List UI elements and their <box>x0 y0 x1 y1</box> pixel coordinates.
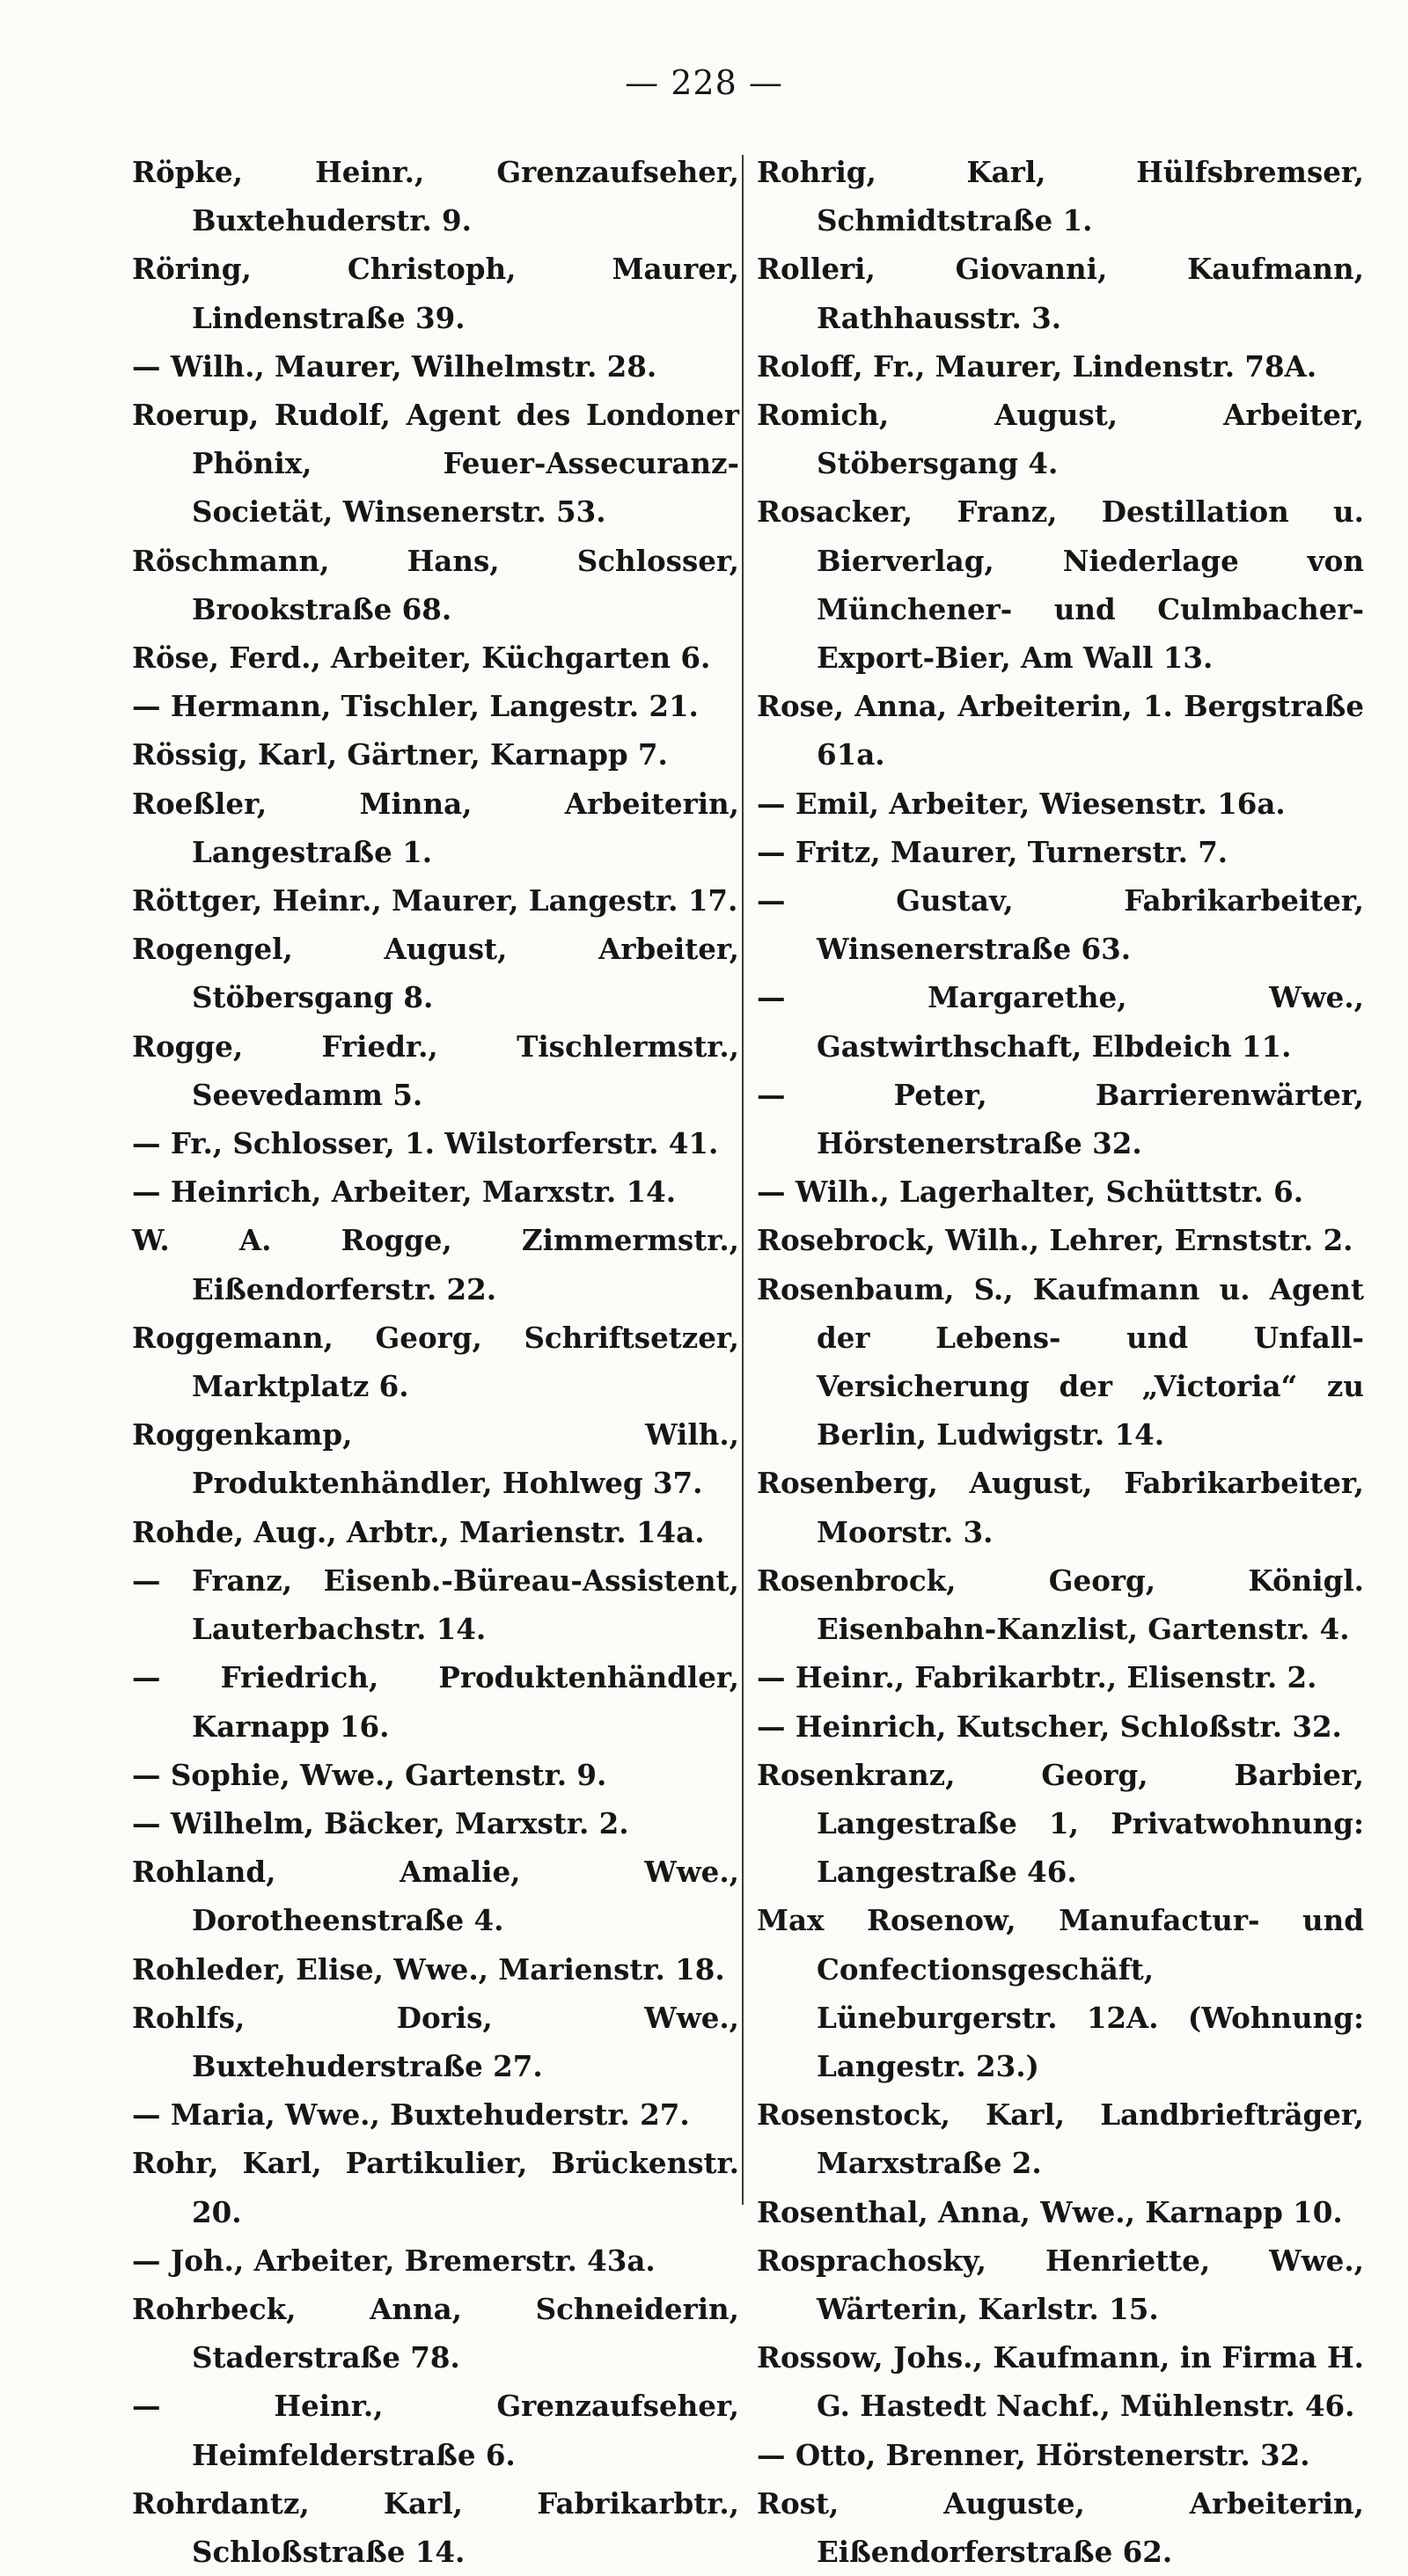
directory-entry: Rohleder, Elise, Wwe., Marienstr. 18. <box>132 1951 725 1987</box>
directory-entry: Rossow, Johs., Kaufmann, in Firma H. G. Hastedt Nachf., Mühlenstr. 46. <box>757 2340 1364 2424</box>
directory-entry: Rolleri, Giovanni, Kaufmann, Rathhausstr. 3. <box>757 252 1364 335</box>
directory-entry: Rogengel, August, Arbeiter, Stöbersgang 8. <box>132 932 739 1015</box>
directory-entry: — Wilh., Lagerhalter, Schüttstr. 6. <box>757 1175 1304 1210</box>
left-column <box>132 148 739 2576</box>
directory-entry: — Heinrich, Kutscher, Schloßstr. 32. <box>757 1709 1342 1744</box>
directory-entry: Rohrig, Karl, Hülfsbremser, Schmidtstraße 1. <box>757 155 1364 238</box>
directory-entry: Max Rosenow, Manufactur- und Confectionsgeschäft, Lüneburgerstr. 12A. (Wohnung: Langestr. 23.) <box>757 1903 1364 2083</box>
directory-entry: — Heinr., Fabrikarbtr., Elisenstr. 2. <box>757 1660 1317 1695</box>
directory-entry: — Wilh., Maurer, Wilhelmstr. 28. <box>132 348 657 384</box>
directory-entry: — Fritz, Maurer, Turnerstr. 7. <box>757 834 1228 869</box>
directory-entry: — Friedrich, Produktenhändler, Karnapp 16. <box>132 1660 739 1744</box>
directory-entry: Roloff, Fr., Maurer, Lindenstr. 78A. <box>757 348 1317 384</box>
directory-entry: — Margarethe, Wwe., Gastwirthschaft, Elbdeich 11. <box>757 980 1364 1064</box>
directory-entry: — Sophie, Wwe., Gartenstr. 9. <box>132 1757 607 1792</box>
directory-entry: — Gustav, Fabrikarbeiter, Winsenerstraße 63. <box>757 883 1364 967</box>
directory-entry: — Fr., Schlosser, 1. Wilstorferstr. 41. <box>132 1126 719 1161</box>
directory-entry: Röttger, Heinr., Maurer, Langestr. 17. <box>132 883 738 918</box>
directory-entry: Rohlfs, Doris, Wwe., Buxtehuderstraße 27. <box>132 2000 739 2083</box>
directory-entry: Röschmann, Hans, Schlosser, Brookstraße 68. <box>132 543 739 626</box>
directory-entry: — Hermann, Tischler, Langestr. 21. <box>132 689 699 724</box>
directory-entry: Rohrbeck, Anna, Schneiderin, Staderstraße 78. <box>132 2291 739 2375</box>
directory-entry: W. A. Rogge, Zimmermstr., Eißendorferstr. 22. <box>132 1223 739 1306</box>
directory-entry: Rosebrock, Wilh., Lehrer, Ernststr. 2. <box>757 1223 1353 1258</box>
directory-entry: Rohrdantz, Karl, Fabrikarbtr., Schloßstraße 14. <box>132 2485 739 2569</box>
directory-entry: Rosenthal, Anna, Wwe., Karnapp 10. <box>757 2194 1343 2229</box>
directory-entry: — Joh., Arbeiter, Bremerstr. 43a. <box>132 2243 656 2278</box>
directory-entry: — Emil, Arbeiter, Wiesenstr. 16a. <box>757 786 1286 821</box>
directory-entry: Röse, Ferd., Arbeiter, Küchgarten 6. <box>132 640 711 676</box>
directory-entry: — Heinrich, Arbeiter, Marxstr. 14. <box>132 1175 677 1210</box>
directory-entry: Rose, Anna, Arbeiterin, 1. Bergstraße 61a. <box>757 689 1364 772</box>
directory-entry: Roggenkamp, Wilh., Produktenhändler, Hohlweg 37. <box>132 1417 739 1501</box>
directory-entry: Rosenberg, August, Fabrikarbeiter, Moorstr. 3. <box>757 1466 1364 1549</box>
directory-entry: Rössig, Karl, Gärtner, Karnapp 7. <box>132 737 668 772</box>
directory-entry: Rosprachosky, Henriette, Wwe., Wärterin, Karlstr. 15. <box>757 2243 1364 2326</box>
directory-entry: Rohde, Aug., Arbtr., Marienstr. 14a. <box>132 1514 705 1549</box>
directory-entry: — Maria, Wwe., Buxtehuderstr. 27. <box>132 2097 690 2133</box>
directory-entry: Rost, Auguste, Arbeiterin, Eißendorferstraße 62. <box>757 2485 1364 2569</box>
directory-entry: — Peter, Barrierenwärter, Hörstenerstraße 32. <box>757 1077 1364 1161</box>
directory-entry: Rosenkranz, Georg, Barbier, Langestraße 1, Privatwohnung: Langestraße 46. <box>757 1757 1364 1890</box>
directory-entry: Roerup, Rudolf, Agent des Londoner Phönix, Feuer-Assecuranz-Societät, Winsenerstr. 53. <box>132 398 739 530</box>
directory-entry: Röpke, Heinr., Grenzaufseher, Buxtehuderstr. 9. <box>132 155 739 238</box>
directory-entry: Röring, Christoph, Maurer, Lindenstraße 39. <box>132 252 739 335</box>
directory-entry: Rohland, Amalie, Wwe., Dorotheenstraße 4. <box>132 1855 739 1938</box>
directory-entry: Roeßler, Minna, Arbeiterin, Langestraße 1. <box>132 786 739 869</box>
directory-entry: — Otto, Brenner, Hörstenerstr. 32. <box>757 2437 1310 2472</box>
directory-entry: Romich, August, Arbeiter, Stöbersgang 4. <box>757 398 1364 481</box>
column-divider <box>742 155 744 2205</box>
directory-entry: Rosenbaum, S., Kaufmann u. Agent der Lebens- und Unfall-Versicherung der „Victoria“ zu Berlin, Ludwigstr. 14. <box>757 1271 1364 1453</box>
right-column <box>757 148 1364 2576</box>
directory-entry: Rogge, Friedr., Tischlermstr., Seevedamm 5. <box>132 1028 739 1112</box>
directory-entry: — Heinr., Grenzaufseher, Heimfelderstraße 6. <box>132 2389 739 2472</box>
directory-entry: — Wilhelm, Bäcker, Marxstr. 2. <box>132 1805 629 1841</box>
directory-entry: Rosacker, Franz, Destillation u. Bierverlag, Niederlage von Münchener- und Culmbacher-Export-Bier, Am Wall 13. <box>757 494 1364 676</box>
directory-entry: Rohr, Karl, Partikulier, Brückenstr. 20. <box>132 2146 739 2229</box>
page-number: — 228 — <box>625 63 783 102</box>
directory-entry: — Franz, Eisenb.-Büreau-Assistent, Lauterbachstr. 14. <box>132 1562 739 1647</box>
directory-entry: Roggemann, Georg, Schriftsetzer, Marktplatz 6. <box>132 1320 739 1404</box>
directory-entry: Rosenbrock, Georg, Königl. Eisenbahn-Kanzlist, Gartenstr. 4. <box>757 1562 1364 1647</box>
directory-entry: Rosenstock, Karl, Landbriefträger, Marxstraße 2. <box>757 2097 1364 2181</box>
